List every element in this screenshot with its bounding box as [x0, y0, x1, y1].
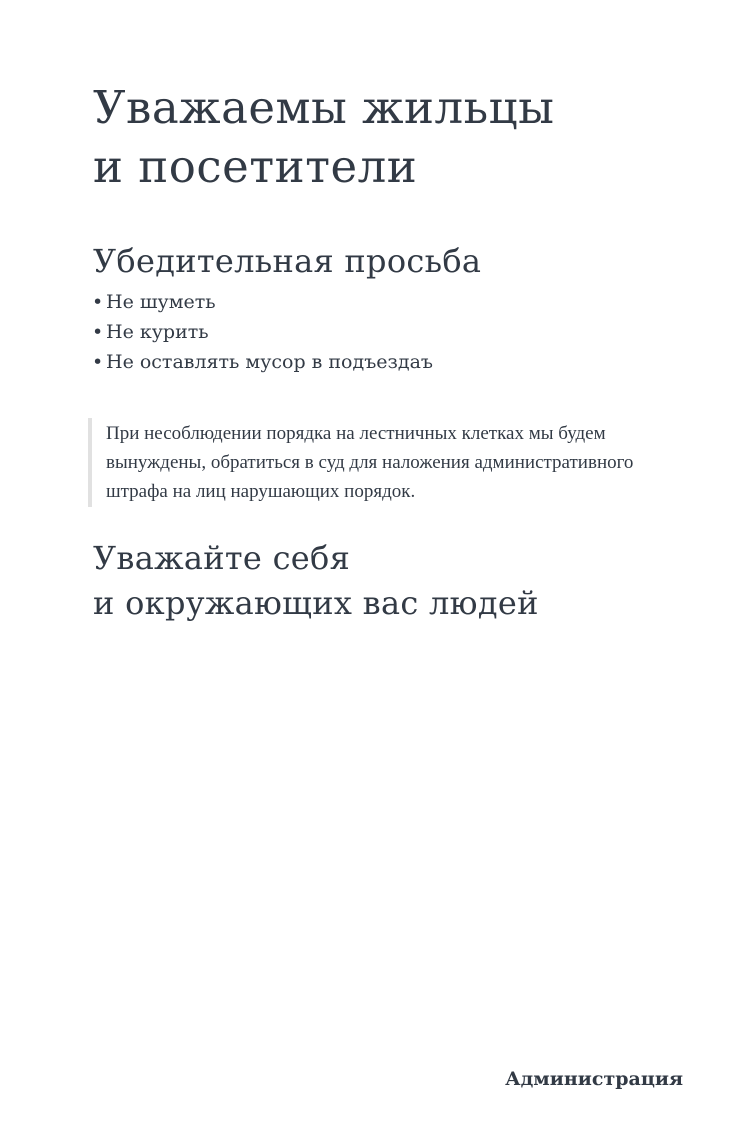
- notice-page: [0, 78, 750, 1138]
- warning-text: При несоблюдении порядка на лестничных клетках мы будем вынуждены, обратиться в суд для наложения административного штрафа на лиц нарушающих порядок.: [106, 423, 634, 502]
- page-title-line-1: Уважаемы жильцы: [93, 81, 555, 134]
- warning-quote: [88, 418, 683, 507]
- request-list: [93, 287, 683, 377]
- page-title-line-2: и посетители: [93, 140, 418, 193]
- page-title: [93, 78, 683, 196]
- closing-line-2: и окружающих вас людей: [93, 584, 539, 622]
- list-item: • Не оставлять мусор в подъездаъ: [93, 347, 683, 377]
- closing-line-1: Уважайте себя: [93, 539, 351, 577]
- signature: Администрация: [505, 1068, 683, 1090]
- list-item: • Не курить: [93, 317, 683, 347]
- request-heading: Убедительная просьба: [93, 242, 482, 280]
- list-item: • Не шуметь: [93, 287, 683, 317]
- closing-heading: [93, 536, 683, 626]
